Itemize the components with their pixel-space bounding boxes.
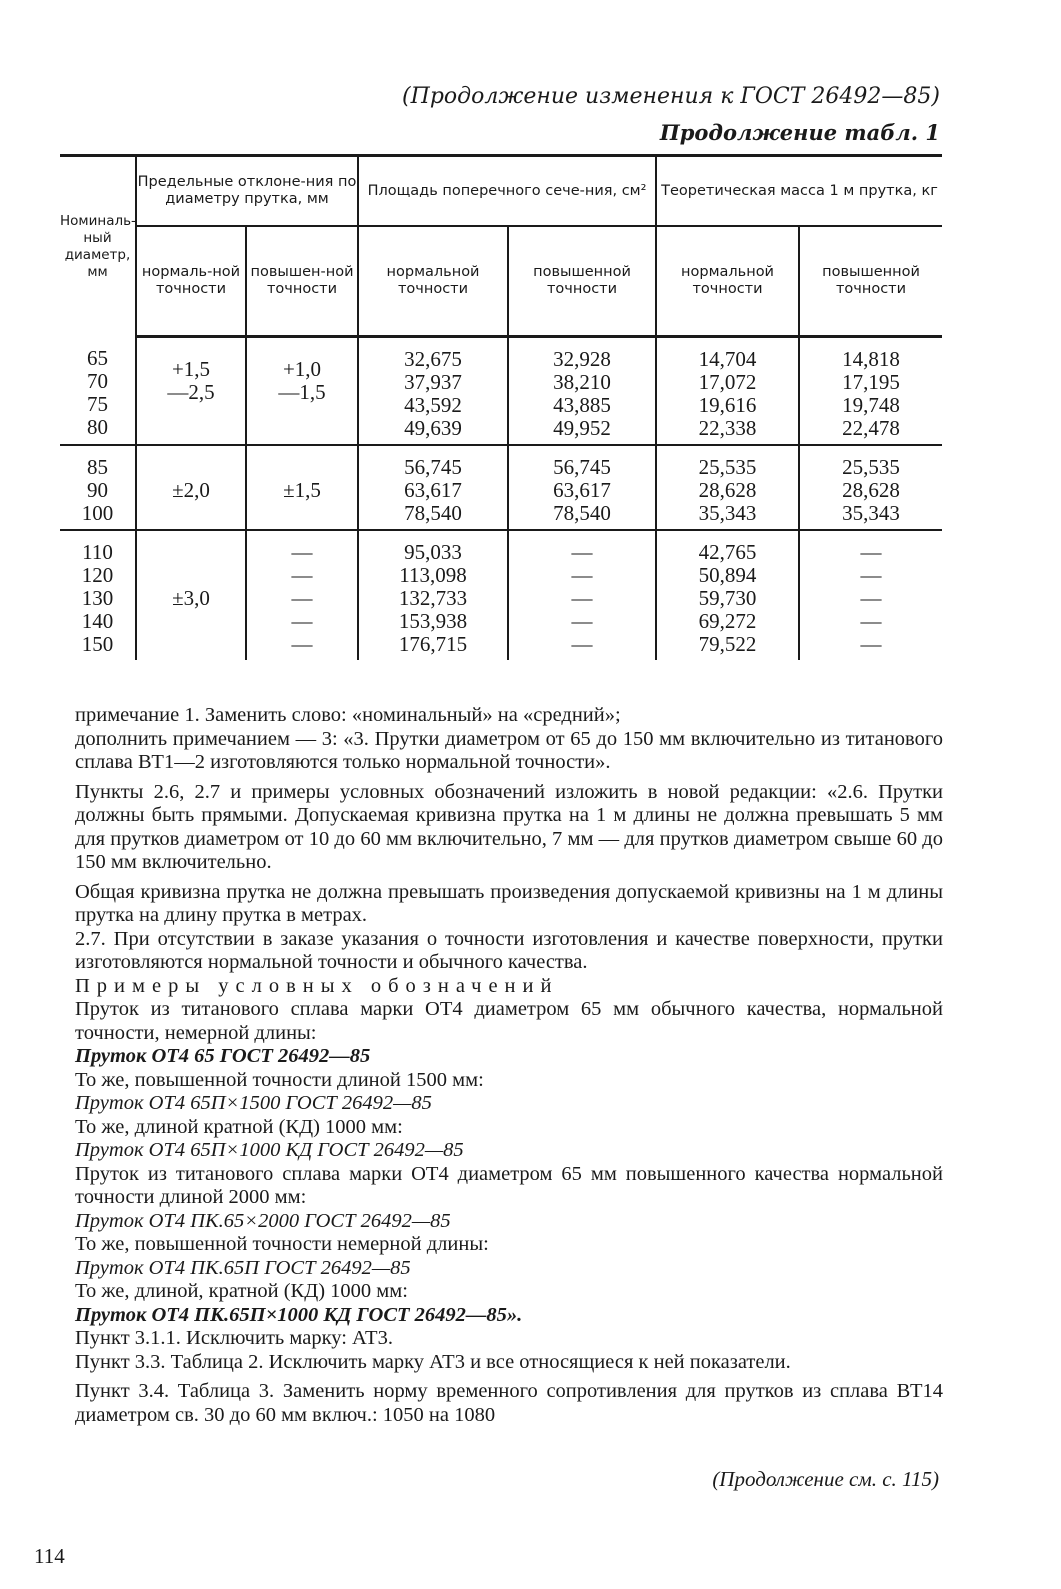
mass-value: 35,343 [698,501,757,525]
mass-value: 59,730 [698,586,757,610]
area-high-cell [508,530,656,660]
area-value: 132,733 [398,586,468,610]
deviation-normal-cell [136,337,246,446]
sub-high-mass: повышенной точности [799,226,942,337]
area-value: 63,617 [404,478,462,502]
dash-value: — [291,563,313,587]
diameter-value: 110 [82,540,113,564]
paragraph: Пункт 3.4. Таблица 3. Заменить норму временного сопротивления для прутков из сплава ВТ14 диаметром св. 30 до 60 мм включ.: 1050 на 1080 [75,1380,943,1426]
mass-value: 19,616 [698,393,757,417]
paragraph: примечание 1. Заменить слово: «номинальный» на «средний»; [75,704,621,726]
footer-continued: (Продолжение см. с. 115) [712,1467,939,1491]
dash-value: — [291,586,313,610]
dash-value: — [291,609,313,633]
table-row-group-2 [60,445,942,530]
mass-value: 22,338 [698,416,757,440]
mass-value: 35,343 [842,501,900,525]
diameter-cell [60,337,136,446]
diameter-cell [60,445,136,530]
diameter-value: 150 [81,632,114,656]
example-designation: Пруток ОТ4 ПК.65П ГОСТ 26492—85 [75,1256,411,1279]
area-value: 176,715 [398,632,468,656]
dash-value: — [291,540,313,564]
example-designation: Пруток ОТ4 ПК.65П×1000 КД ГОСТ 26492—85». [75,1303,523,1326]
sub-normal-mass: нормальной точности [656,226,799,337]
diameter-value: 80 [87,415,108,440]
mass-value: 17,195 [842,370,900,394]
diameter-value: 75 [87,392,108,417]
group-area-header: Площадь поперечного сече-ния, см² [358,156,656,227]
area-value: 63,617 [553,478,611,502]
dash-value: — [571,586,593,610]
sub-normal-deviation: нормаль-ной точности [136,226,246,337]
example-text: Пруток из титанового сплава марки ОТ4 диаметром 65 мм обычного качества, нормальной точности, немерной длины: [75,998,943,1044]
diameter-value: 85 [87,455,108,479]
dash-value: — [291,632,313,656]
group-mass-header: Теоретическая масса 1 м прутка, кг [656,156,942,227]
mass-value: 50,894 [698,563,757,587]
table-row-group-1 [60,337,942,446]
dash-value: — [571,632,593,656]
area-value: 56,745 [404,455,462,479]
mass-value: 25,535 [842,455,900,479]
area-value: 43,592 [404,393,462,417]
sub-high-area: повышенной точности [508,226,656,337]
deviation-normal-cell: ±3,0 [136,530,246,660]
dash-value: — [860,586,882,610]
mass-value: 79,522 [698,632,757,656]
area-value: 56,745 [553,455,611,479]
deviation-high-cell [246,337,358,446]
area-normal-cell [358,530,508,660]
paragraph: Общая кривизна прутка не должна превышать произведения допускаемой кривизны на 1 м длины прутка на длину прутка в метрах. [75,880,943,926]
paragraph: дополнить примечанием — 3: «3. Прутки диаметром от 65 до 150 мм включительно из титанового сплава ВТ1—2 изготовляются только нормальной точности». [75,727,943,773]
diameter-cell [60,530,136,660]
examples-heading: Примеры условных обозначений [75,974,559,997]
area-value: 153,938 [398,609,468,633]
area-value: 32,928 [553,347,611,371]
area-value: 78,540 [553,501,611,525]
paragraph: Пункт 3.1.1. Исключить марку: АТ3. [75,1327,393,1349]
diameter-value: 140 [81,609,114,633]
mass-value: 25,535 [698,455,757,479]
mass-high-cell [799,445,942,530]
deviation-value: +1,0 [282,357,322,381]
area-normal-cell [358,337,508,446]
area-value: 49,639 [404,416,462,440]
deviation-high-cell [246,530,358,660]
example-text: То же, повышенной точности немерной длины: [75,1233,489,1255]
example-text: То же, длиной кратной (КД) 1000 мм: [75,1115,403,1138]
example-designation: Пруток ОТ4 65П×1000 КД ГОСТ 26492—85 [75,1139,464,1161]
gost-table [60,154,942,660]
mass-value: 14,704 [698,347,757,371]
area-value: 78,540 [404,501,462,525]
dash-value: — [571,563,593,587]
diameter-value: 130 [81,586,114,610]
area-value: 43,885 [553,393,611,417]
mass-value: 69,272 [698,609,757,633]
deviation-high-cell: ±1,5 [246,445,358,530]
deviation-value: —2,5 [167,380,215,404]
area-value: 38,210 [553,370,611,394]
dash-value: — [860,609,882,633]
area-value: 32,675 [404,347,462,371]
diameter-value: 70 [87,369,108,394]
example-designation: Пруток ОТ4 65П×1500 ГОСТ 26492—85 [75,1092,432,1114]
deviation-normal-cell: ±2,0 [136,445,246,530]
area-value: 95,033 [404,540,462,564]
mass-value: 19,748 [842,393,900,417]
area-normal-cell [358,445,508,530]
paragraph: Пункт 3.3. Таблица 2. Исключить марку АТ3 и все относящиеся к ней показатели. [75,1350,791,1373]
example-designation: Пруток ОТ4 ПК.65×2000 ГОСТ 26492—85 [75,1209,451,1232]
mass-normal-cell [656,337,799,446]
area-value: 49,952 [553,416,611,440]
table-row-group-3 [60,530,942,660]
diameter-value: 120 [81,563,114,587]
body-text [75,704,943,1427]
diameter-value: 65 [87,346,108,371]
sub-high-deviation: повышен-ной точности [246,226,358,337]
area-value: 37,937 [404,370,462,394]
mass-value: 17,072 [698,370,757,394]
mass-normal-cell [656,530,799,660]
dash-value: — [860,563,882,587]
example-text: Пруток из титанового сплава марки ОТ4 диаметром 65 мм повышенного качества нормальной точности длиной 2000 мм: [75,1162,943,1208]
example-designation: Пруток ОТ4 65 ГОСТ 26492—85 [75,1045,371,1067]
deviation-value: —1,5 [278,380,326,404]
dash-value: — [571,609,593,633]
mass-high-cell [799,337,942,446]
deviation-value: +1,5 [171,357,211,381]
col-nominal-header: Номиналь-ный диаметр, мм [60,156,136,337]
example-text: То же, повышенной точности длиной 1500 мм: [75,1068,484,1091]
diameter-value: 100 [81,501,114,525]
mass-value: 14,818 [842,347,900,371]
diameter-value: 90 [87,478,108,502]
paragraph: Пункты 2.6, 2.7 и примеры условных обозначений изложить в новой редакции: «2.6. Прутки должны быть прямыми. Допускаемая кривизна прутка на 1 м длины не должна превышать 5 мм для прутков диаметром от 10 до 60 мм включительно, 7 мм — для прутков диаметром свыше 60 до 150 мм включительно. [75,780,943,873]
dash-value: — [860,632,882,656]
area-high-cell [508,445,656,530]
example-text: То же, длиной, кратной (КД) 1000 мм: [75,1280,408,1302]
table-continuation-label: Продолжение табл. 1 [659,120,940,145]
sub-normal-area: нормальной точности [358,226,508,337]
header-continuation: (Продолжение изменения к ГОСТ 26492—85) [402,84,940,109]
area-high-cell [508,337,656,446]
mass-normal-cell [656,445,799,530]
dash-value: — [860,540,882,564]
mass-value: 42,765 [698,540,757,564]
area-value: 113,098 [399,563,467,587]
mass-value: 28,628 [698,478,757,502]
mass-value: 22,478 [842,416,900,440]
dash-value: — [571,540,593,564]
page-number: 114 [34,1544,65,1568]
mass-value: 28,628 [842,478,900,502]
mass-high-cell [799,530,942,660]
paragraph: 2.7. При отсутствии в заказе указания о точности изготовления и качестве поверхности, прутки изготовляются нормальной точности и обычного качества. [75,927,943,973]
group-deviation-header: Предельные отклоне-ния по диаметру прутка, мм [136,156,358,227]
